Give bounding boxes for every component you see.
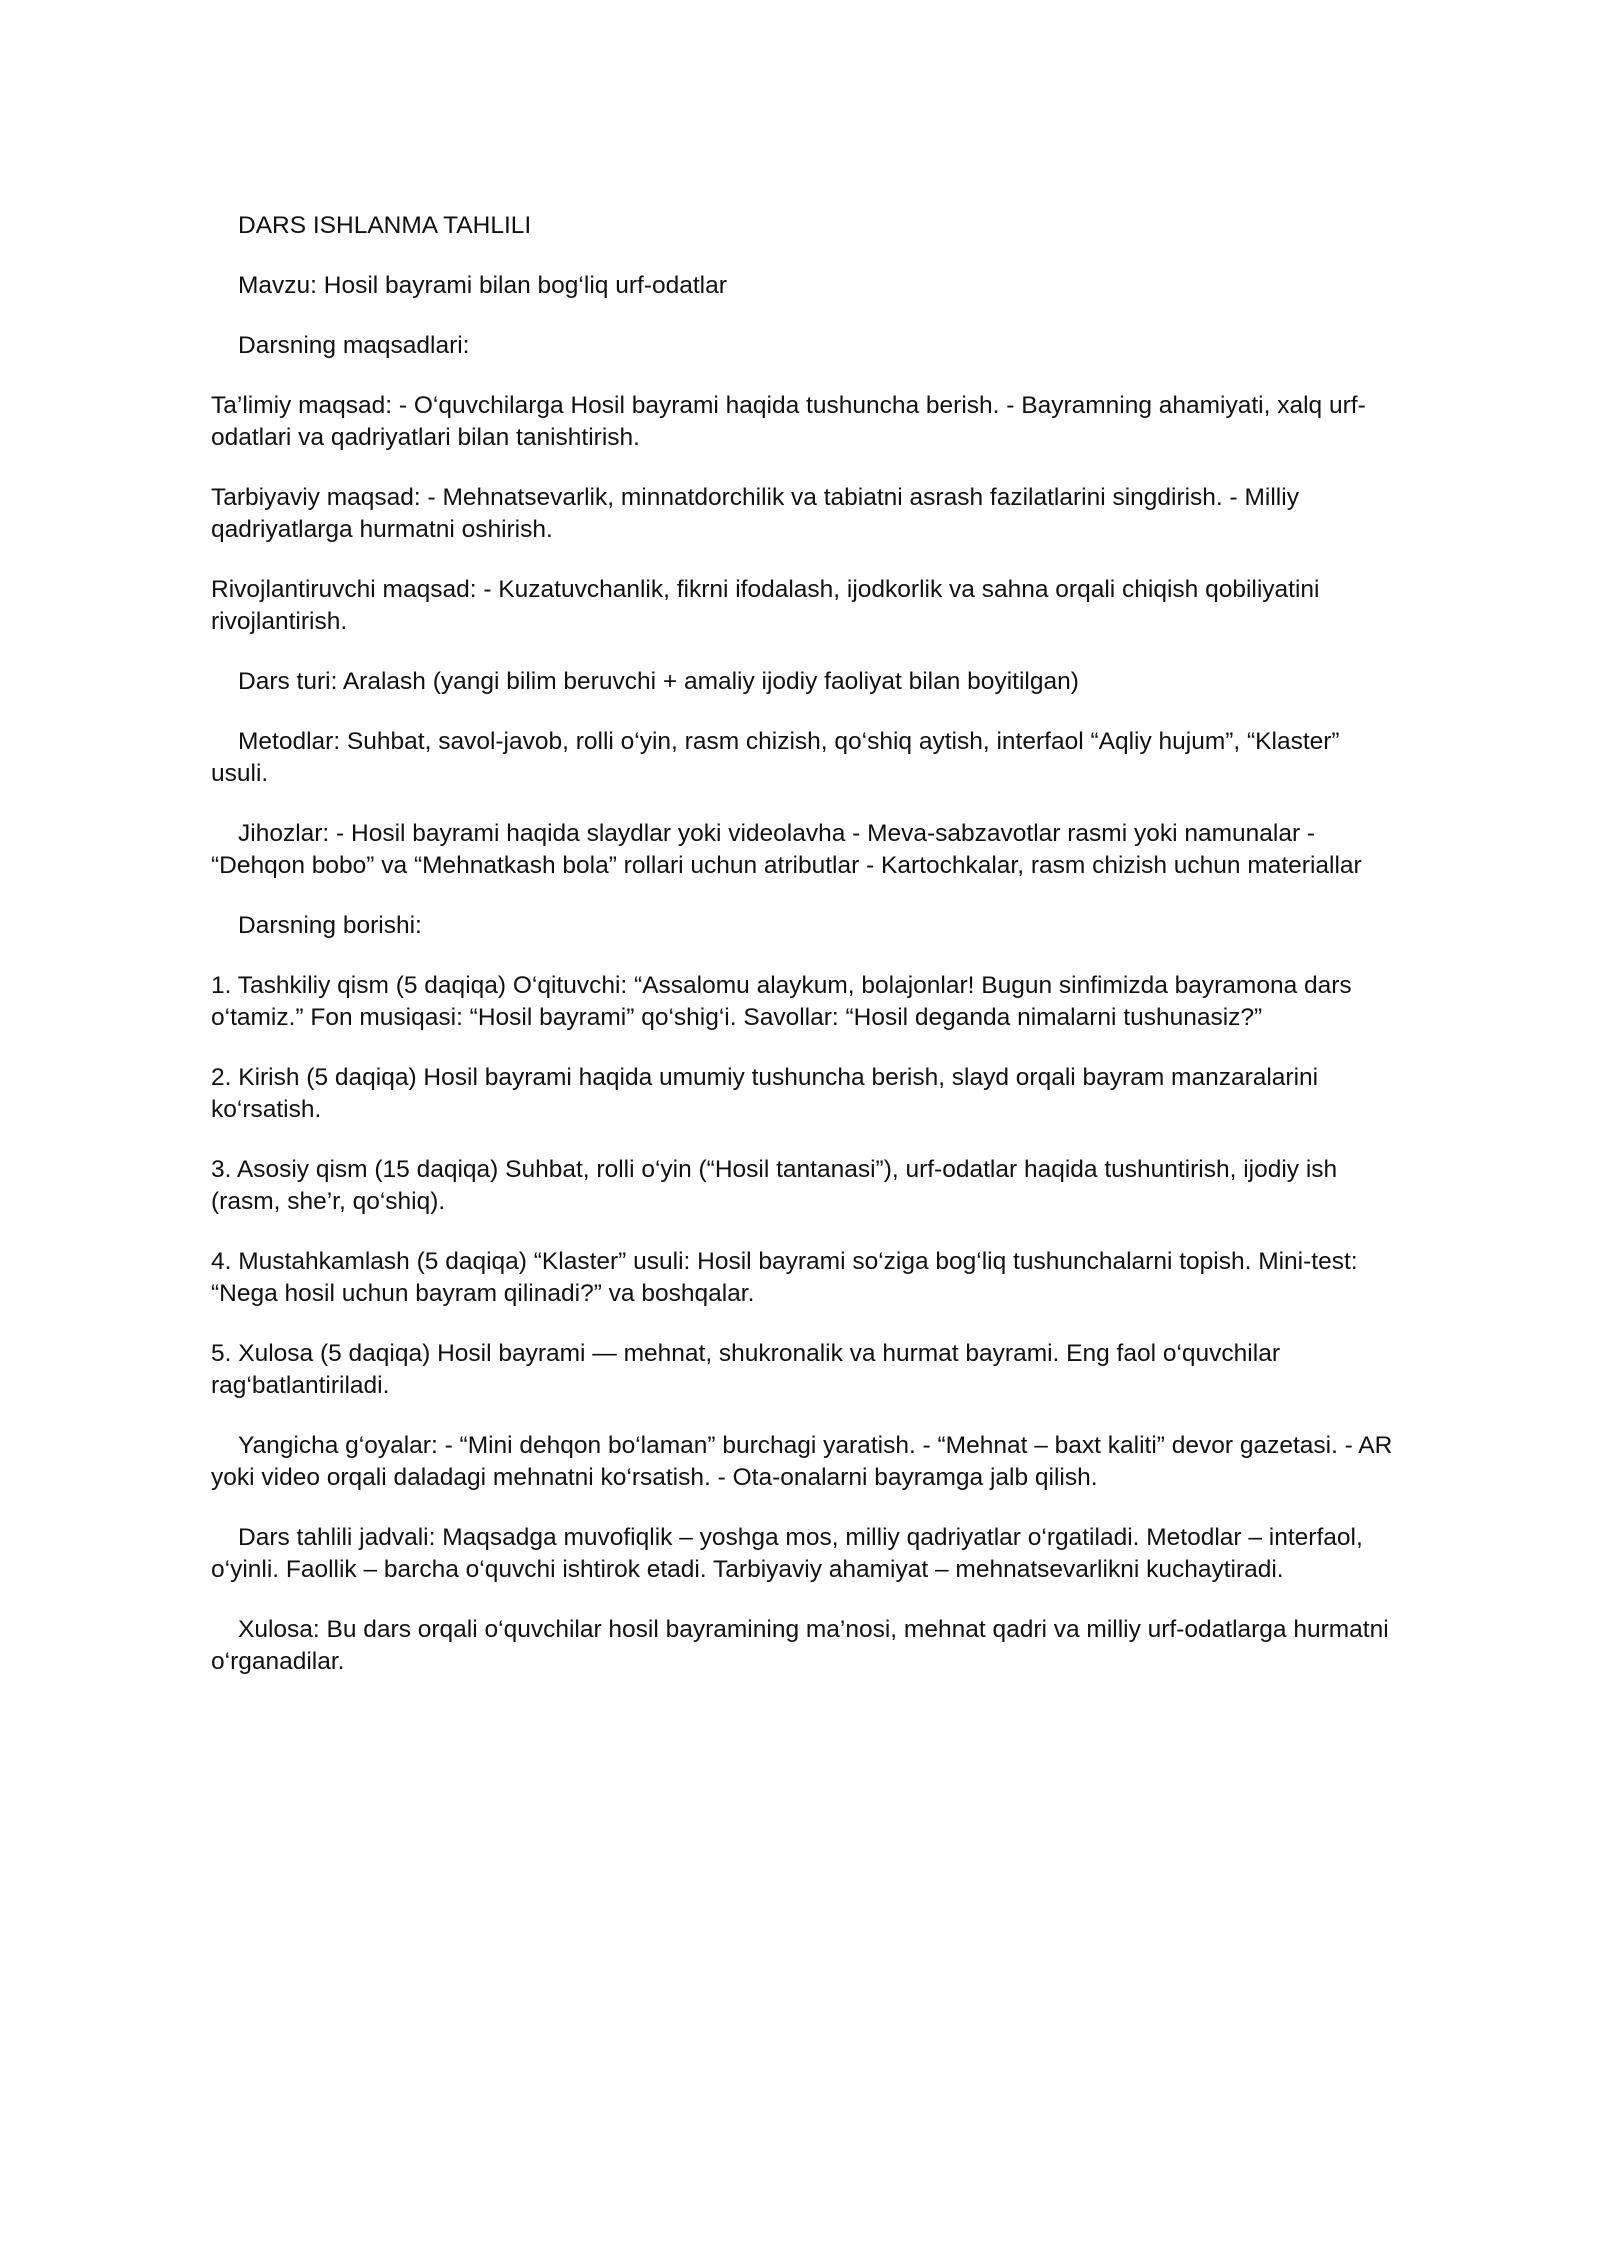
analysis-table: Dars tahlili jadvali: Maqsadga muvofiqlik – yoshga mos, milliy qadriyatlar o‘rgatiladi. Metodlar – interfaol, o‘yinli. Faollik – barcha o‘quvchi ishtirok etadi. Tarbiyaviy ahamiyat – mehnatsevarlikni kuchaytiradi. (211, 1524, 1363, 1583)
upbringing-goal: Tarbiyaviy maqsad: - Mehnatsevarlik, minnatdorchilik va tabiatni asrash fazilatlarini singdirish. - Milliy qadriyatlarga hurmatni oshirish. (211, 484, 1299, 543)
lesson-type: Dars turi: Aralash (yangi bilim beruvchi + amaliy ijodiy faoliyat bilan boyitilgan) (238, 668, 1079, 695)
lesson-step-4: 4. Mustahkamlash (5 daqiqa) “Klaster” usuli: Hosil bayrami so‘ziga bog‘liq tushunchalarni topish. Mini-test: “Nega hosil uchun bayram qilinadi?” va boshqalar. (211, 1248, 1358, 1307)
developmental-goal: Rivojlantiruvchi maqsad: - Kuzatuvchanlik, fikrni ifodalash, ijodkorlik va sahna orqali chiqish qobiliyatini rivojlantirish. (211, 576, 1320, 635)
educational-goal: Ta’limiy maqsad: - O‘quvchilarga Hosil bayrami haqida tushuncha berish. - Bayramning ahamiyati, xalq urf-odatlari va qadriyatlari bilan tanishtirish. (211, 392, 1366, 451)
methods: Metodlar: Suhbat, savol-javob, rolli o‘yin, rasm chizish, qo‘shiq aytish, interfaol “Aqliy hujum”, “Klaster” usuli. (211, 728, 1340, 787)
lesson-step-3: 3. Asosiy qism (15 daqiqa) Suhbat, rolli o‘yin (“Hosil tantanasi”), urf-odatlar haqida tushuntirish, ijodiy ish (rasm, she’r, qo‘shiq). (211, 1156, 1338, 1215)
document-page (211, 210, 1401, 1706)
equipment: Jihozlar: - Hosil bayrami haqida slaydlar yoki videolavha - Meva-sabzavotlar rasmi yoki namunalar - “Dehqon bobo” va “Mehnatkash bola” rollari uchun atributlar - Kartochkalar, rasm chizish uchun materiallar (211, 820, 1362, 879)
document-title: DARS ISHLANMA TAHLILI (238, 212, 532, 239)
lesson-step-1: 1. Tashkiliy qism (5 daqiqa) O‘qituvchi: “Assalomu alaykum, bolajonlar! Bugun sinfimizda bayramona dars o‘tamiz.” Fon musiqasi: “Hosil bayrami” qo‘shig‘i. Savollar: “Hosil deganda nimalarni tushunasiz?” (211, 972, 1352, 1031)
conclusion: Xulosa: Bu dars orqali o‘quvchilar hosil bayramining ma’nosi, mehnat qadri va milliy urf-odatlarga hurmatni o‘rganadilar. (211, 1616, 1389, 1675)
lesson-step-2: 2. Kirish (5 daqiqa) Hosil bayrami haqida umumiy tushuncha berish, slayd orqali bayram manzaralarini ko‘rsatish. (211, 1064, 1319, 1123)
lesson-flow-heading: Darsning borishi: (238, 912, 422, 939)
topic-line: Mavzu: Hosil bayrami bilan bog‘liq urf-odatlar (238, 272, 727, 299)
new-ideas: Yangicha g‘oyalar: - “Mini dehqon bo‘laman” burchagi yaratish. - “Mehnat – baxt kaliti” devor gazetasi. - AR yoki video orqali daladagi mehnatni ko‘rsatish. - Ota-onalarni bayramga jalb qilish. (211, 1432, 1393, 1491)
goals-heading: Darsning maqsadlari: (238, 332, 470, 359)
lesson-step-5: 5. Xulosa (5 daqiqa) Hosil bayrami — mehnat, shukronalik va hurmat bayrami. Eng faol o‘quvchilar rag‘batlantiriladi. (211, 1340, 1280, 1399)
